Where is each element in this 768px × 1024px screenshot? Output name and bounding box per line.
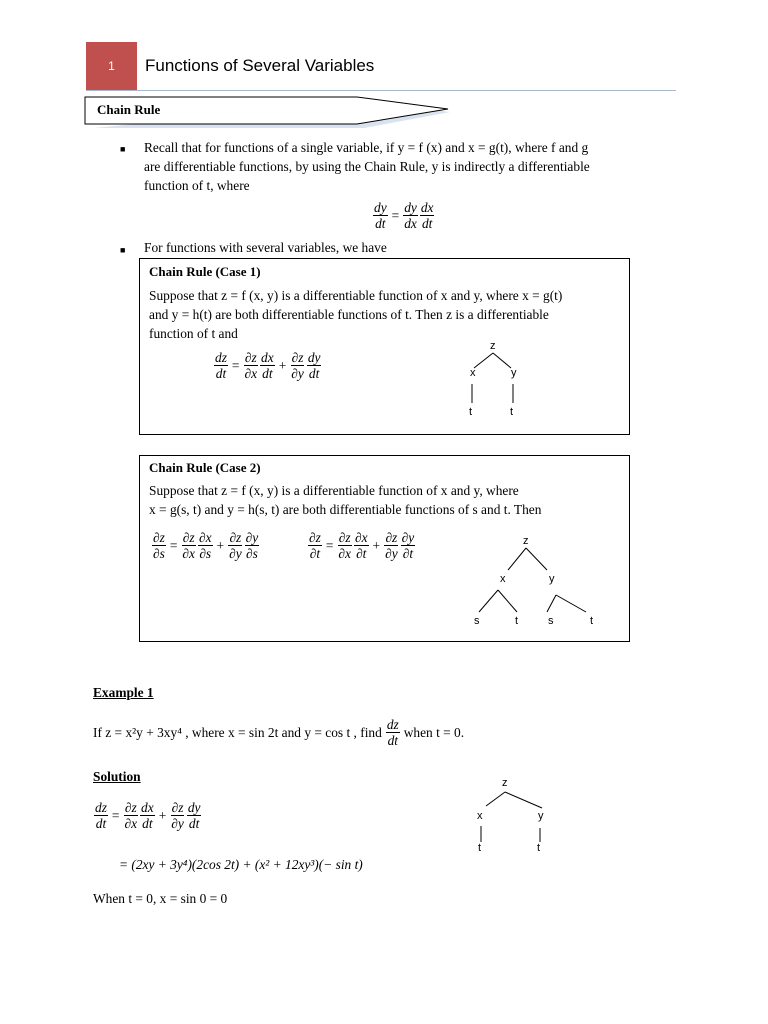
case1-paragraph bbox=[149, 286, 619, 343]
frac-num: dy bbox=[404, 200, 417, 215]
frac-den: dt bbox=[95, 816, 107, 831]
bullet-marker: ■ bbox=[120, 245, 126, 255]
text-line: are differentiable functions, by using the Chain Rule, y is indirectly a differentiable bbox=[144, 159, 590, 174]
frac-den: ∂y bbox=[291, 366, 304, 381]
frac-den: dt bbox=[188, 816, 200, 831]
frac-num: ∂z bbox=[291, 350, 304, 365]
equals-sign: = bbox=[231, 357, 240, 373]
text-line: Suppose that z = f (x, y) is a differentiable function of x and y, where bbox=[149, 483, 519, 498]
bullet-marker: ■ bbox=[120, 144, 126, 154]
solution-heading: Solution bbox=[93, 769, 141, 784]
header-divider bbox=[86, 90, 676, 91]
problem-text: If z = x²y + 3xy⁴ , where x = sin 2t and y = cos t , find bbox=[93, 724, 382, 740]
text-line: x = g(s, t) and y = h(s, t) are both differentiable functions of s and t. Then bbox=[149, 502, 542, 517]
text-line: and y = h(t) are both differentiable functions of t. Then z is a differentiable bbox=[149, 307, 549, 322]
frac-num: dx bbox=[420, 200, 434, 215]
frac-den: ∂s bbox=[153, 546, 165, 561]
frac-den: ∂y bbox=[385, 546, 398, 561]
frac-num: ∂x bbox=[354, 530, 368, 545]
frac-den: ∂t bbox=[309, 546, 321, 561]
tree-node-t: t bbox=[590, 615, 594, 627]
frac-num: ∂z bbox=[244, 350, 257, 365]
solution-formula bbox=[93, 800, 202, 831]
text-line: function of t and bbox=[149, 326, 238, 341]
tree-node-x: x bbox=[470, 367, 476, 379]
chain-rule-case1-box bbox=[139, 258, 630, 435]
frac-num: ∂z bbox=[124, 800, 137, 815]
frac-den: dx bbox=[404, 216, 417, 231]
frac-num: ∂z bbox=[338, 530, 351, 545]
frac-den: ∂x bbox=[124, 816, 138, 831]
tree-node-t: t bbox=[515, 615, 519, 627]
plus-sign: + bbox=[216, 537, 225, 553]
tree-node-x: x bbox=[477, 810, 483, 822]
case2-paragraph bbox=[149, 481, 619, 519]
case2-formula-s bbox=[151, 530, 260, 561]
frac-num: ∂y bbox=[401, 530, 415, 545]
plus-sign: + bbox=[372, 537, 381, 553]
page-title: Functions of Several Variables bbox=[145, 56, 375, 75]
bullet-text: For functions with several variables, we have bbox=[144, 240, 387, 255]
equals-sign: = bbox=[325, 537, 334, 553]
tree-node-z: z bbox=[490, 340, 496, 352]
frac-num: dz bbox=[386, 717, 399, 732]
bullet-paragraph bbox=[144, 138, 675, 195]
tree-node-s: s bbox=[474, 615, 480, 627]
tree-node-t: t bbox=[537, 842, 541, 854]
tree-node-y: y bbox=[511, 367, 517, 379]
single-variable-chain-rule bbox=[372, 200, 435, 231]
frac-den: dt bbox=[375, 216, 386, 231]
frac-den: dt bbox=[387, 733, 398, 748]
frac-num: ∂z bbox=[153, 530, 165, 545]
frac-num: dy bbox=[187, 800, 201, 815]
frac-den: ∂t bbox=[402, 546, 414, 561]
frac-num: ∂z bbox=[182, 530, 195, 545]
tree-node-y: y bbox=[538, 810, 544, 822]
section-banner-label: Chain Rule bbox=[97, 102, 161, 117]
frac-den: ∂x bbox=[244, 366, 258, 381]
frac-num: dy bbox=[307, 350, 321, 365]
page-number: 1 bbox=[108, 59, 115, 73]
frac-den: ∂s bbox=[199, 546, 212, 561]
frac-den: ∂x bbox=[182, 546, 195, 561]
frac-num: ∂z bbox=[171, 800, 184, 815]
equals-sign: = bbox=[169, 537, 178, 553]
frac-num: dx bbox=[141, 800, 154, 815]
frac-num: ∂x bbox=[198, 530, 212, 545]
equals-sign: = bbox=[111, 807, 120, 823]
plus-sign: + bbox=[278, 357, 287, 373]
frac-den: dt bbox=[142, 816, 153, 831]
frac-den: ∂y bbox=[171, 816, 184, 831]
tree-node-x: x bbox=[500, 573, 506, 585]
frac-den: ∂t bbox=[356, 546, 367, 561]
solution-when-line: When t = 0, x = sin 0 = 0 bbox=[93, 891, 228, 906]
text-line: Suppose that z = f (x, y) is a differentiable function of x and y, where x = g(t) bbox=[149, 288, 563, 303]
frac-num: dx bbox=[261, 350, 274, 365]
tree-node-t: t bbox=[478, 842, 482, 854]
equals-sign: = bbox=[391, 207, 400, 223]
tree-node-z: z bbox=[502, 777, 508, 789]
example-problem bbox=[93, 717, 464, 748]
case2-title: Chain Rule (Case 2) bbox=[149, 460, 261, 475]
tree-node-t: t bbox=[469, 406, 473, 418]
frac-num: ∂z bbox=[229, 530, 242, 545]
frac-den: dt bbox=[308, 366, 320, 381]
frac-den: dt bbox=[215, 366, 227, 381]
frac-den: ∂x bbox=[338, 546, 351, 561]
solution-expansion: = (2xy + 3y⁴)(2cos 2t) + (x² + 12xy³)(− sin t) bbox=[119, 857, 363, 872]
frac-den: ∂s bbox=[246, 546, 258, 561]
problem-text: when t = 0. bbox=[403, 724, 465, 740]
tree-node-y: y bbox=[549, 573, 555, 585]
frac-num: ∂z bbox=[309, 530, 321, 545]
plus-sign: + bbox=[158, 807, 167, 823]
case2-formula-t bbox=[307, 530, 416, 561]
text-line: function of t, where bbox=[144, 178, 250, 193]
tree-node-t: t bbox=[510, 406, 514, 418]
frac-den: dt bbox=[262, 366, 273, 381]
case2-dependency-tree bbox=[470, 530, 600, 625]
example-heading: Example 1 bbox=[93, 685, 154, 700]
case1-formula bbox=[213, 350, 322, 381]
frac-num: dy bbox=[374, 200, 387, 215]
frac-num: dz bbox=[215, 350, 227, 365]
frac-den: ∂y bbox=[229, 546, 242, 561]
case1-dependency-tree bbox=[462, 336, 532, 426]
frac-num: ∂z bbox=[385, 530, 398, 545]
tree-node-z: z bbox=[523, 535, 529, 547]
case1-title: Chain Rule (Case 1) bbox=[149, 264, 261, 279]
tree-node-s: s bbox=[548, 615, 554, 627]
frac-num: dz bbox=[95, 800, 107, 815]
frac-den: dt bbox=[421, 216, 433, 231]
text-line: Recall that for functions of a single variable, if y = f (x) and x = g(t), where f and g bbox=[144, 140, 589, 155]
page-number-badge bbox=[86, 42, 137, 90]
frac-num: ∂y bbox=[245, 530, 259, 545]
